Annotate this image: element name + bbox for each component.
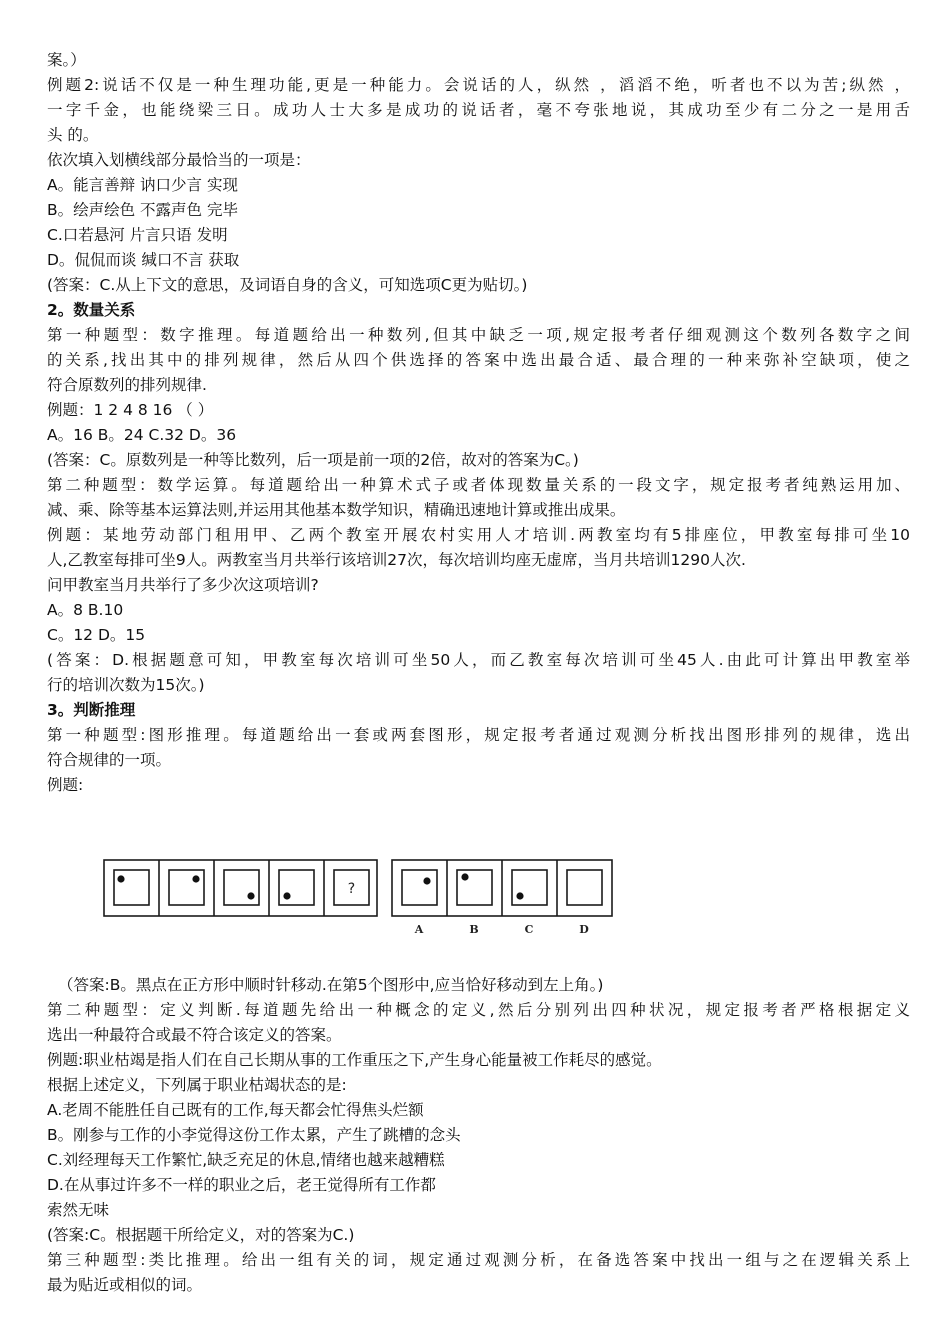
option-line: D.在从事过许多不一样的职业之后，老王觉得所有工作都: [47, 1176, 436, 1194]
inner-square: [512, 870, 547, 905]
text-line: 第一种题型：数字推理。每道题给出一种数列,但其中缺乏一项,规定报考者仔细观测这个数列各数字之间: [47, 326, 910, 344]
option-label-c: C: [524, 923, 534, 936]
black-dot: [247, 892, 254, 899]
text-line: 问甲教室当月共举行了多少次这项培训?: [47, 576, 319, 594]
inner-square: [224, 870, 259, 905]
black-dot: [516, 892, 523, 899]
text-line: 第三种题型:类比推理。给出一组有关的词，规定通过观测分析，在备选答案中找出一组与之在逻辑关系上: [47, 1251, 910, 1269]
black-dot: [461, 873, 468, 880]
option-label-b: B: [469, 923, 479, 936]
black-dot: [117, 875, 124, 882]
text-line: 头 的。: [47, 126, 99, 144]
text-line: 案。）: [47, 51, 86, 69]
question-strip-frame: [104, 860, 377, 916]
section-heading: 3。判断推理: [47, 701, 136, 719]
option-line: D。侃侃而谈 缄口不言 获取: [47, 251, 240, 269]
question-mark: ?: [347, 881, 356, 897]
option-line: A.老周不能胜任自己既有的工作,每天都会忙得焦头烂额: [47, 1101, 424, 1119]
text-line: 根据上述定义，下列属于职业枯竭状态的是:: [47, 1076, 347, 1094]
option-line: A。16 B。24 C.32 D。36: [47, 426, 237, 444]
text-line: 一字千金，也能绕梁三日。成功人士大多是成功的说话者，毫不夸张地说，其成功至少有二分之一是用舌: [47, 101, 910, 119]
text-line: 例题：1 2 4 8 16 （ ）: [47, 401, 214, 419]
answer-line: （答案:B。黑点在正方形中顺时针移动.在第5个图形中,应当恰好移动到左上角。): [58, 976, 604, 994]
text-line: 最为贴近或相似的词。: [47, 1276, 203, 1294]
text-line: 减、乘、除等基本运算法则,并运用其他基本数学知识，精确迅速地计算或推出成果。: [47, 501, 626, 519]
black-dot: [423, 877, 430, 884]
text-line: 例题:: [47, 776, 84, 794]
option-label-d: D: [579, 923, 589, 936]
option-line: A。8 B.10: [47, 601, 124, 619]
inner-square: [402, 870, 437, 905]
text-line: 第二种题型：数学运算。每道题给出一种算术式子或者体现数量关系的一段文字，规定报考者纯熟运用加、: [47, 476, 910, 494]
answer-line: (答案:C。根据题干所给定义，对的答案为C.): [47, 1226, 355, 1244]
text-line: 符合原数列的排列规律.: [47, 376, 207, 394]
option-line: B。绘声绘色 不露声色 完毕: [47, 201, 238, 219]
text-line: 符合规律的一项。: [47, 751, 172, 769]
text-line: 的关系,找出其中的排列规律，然后从四个供选择的答案中选出最合适、最合理的一种来弥补空缺项，使之: [47, 351, 910, 369]
option-line: A。能言善辩 讷口少言 实现: [47, 176, 238, 194]
option-line: B。刚参与工作的小李觉得这份工作太累，产生了跳槽的念头: [47, 1126, 461, 1144]
option-label-a: A: [414, 923, 424, 936]
section-heading: 2。数量关系: [47, 301, 136, 319]
text-line: 第一种题型:图形推理。每道题给出一套或两套图形，规定报考者通过观测分析找出图形排列的规律，选出: [47, 726, 910, 744]
text-line: 例题：某地劳动部门租用甲、乙两个教室开展农村实用人才培训.两教室均有5排座位，甲教室每排可坐10: [47, 526, 910, 544]
answer-line: (答案：D.根据题意可知，甲教室每次培训可坐50人，而乙教室每次培训可坐45人.由此可计算出甲教室举: [47, 651, 910, 669]
text-line: 例题2:说话不仅是一种生理功能,更是一种能力。会说话的人，纵然 ，滔滔不绝，听者也不以为苦;纵然 ，: [47, 76, 910, 94]
answer-line: (答案：C。原数列是一种等比数列，后一项是前一项的2倍，故对的答案为C。): [47, 451, 579, 469]
inner-square: [169, 870, 204, 905]
black-dot: [283, 892, 290, 899]
text-line: 依次填入划横线部分最恰当的一项是：: [47, 151, 311, 169]
option-line: C。12 D。15: [47, 626, 146, 644]
text-line: 选出一种最符合或最不符合该定义的答案。: [47, 1026, 342, 1044]
answer-line: (答案：C.从上下文的意思，及词语自身的含义，可知选项C更为贴切。): [47, 276, 528, 294]
option-line: C.口若悬河 片言只语 发明: [47, 226, 228, 244]
inner-square: [567, 870, 602, 905]
option-line: C.刘经理每天工作繁忙,缺乏充足的休息,情绪也越来越糟糕: [47, 1151, 445, 1169]
inner-square: [114, 870, 149, 905]
option-line: 索然无味: [47, 1201, 110, 1219]
text-line: 例题:职业枯竭是指人们在自己长期从事的工作重压之下,产生身心能量被工作耗尽的感觉。: [47, 1051, 662, 1069]
answer-line: 行的培训次数为15次。): [47, 676, 205, 694]
black-dot: [192, 875, 199, 882]
figure-reasoning-diagram: [103, 858, 623, 938]
text-line: 第二种题型：定义判断.每道题先给出一种概念的定义,然后分别列出四种状况，规定报考者严格根据定义: [47, 1001, 910, 1019]
inner-square: [279, 870, 314, 905]
text-line: 人,乙教室每排可坐9人。两教室当月共举行该培训27次，每次培训均座无虚席，当月共培训1290人次.: [47, 551, 746, 569]
